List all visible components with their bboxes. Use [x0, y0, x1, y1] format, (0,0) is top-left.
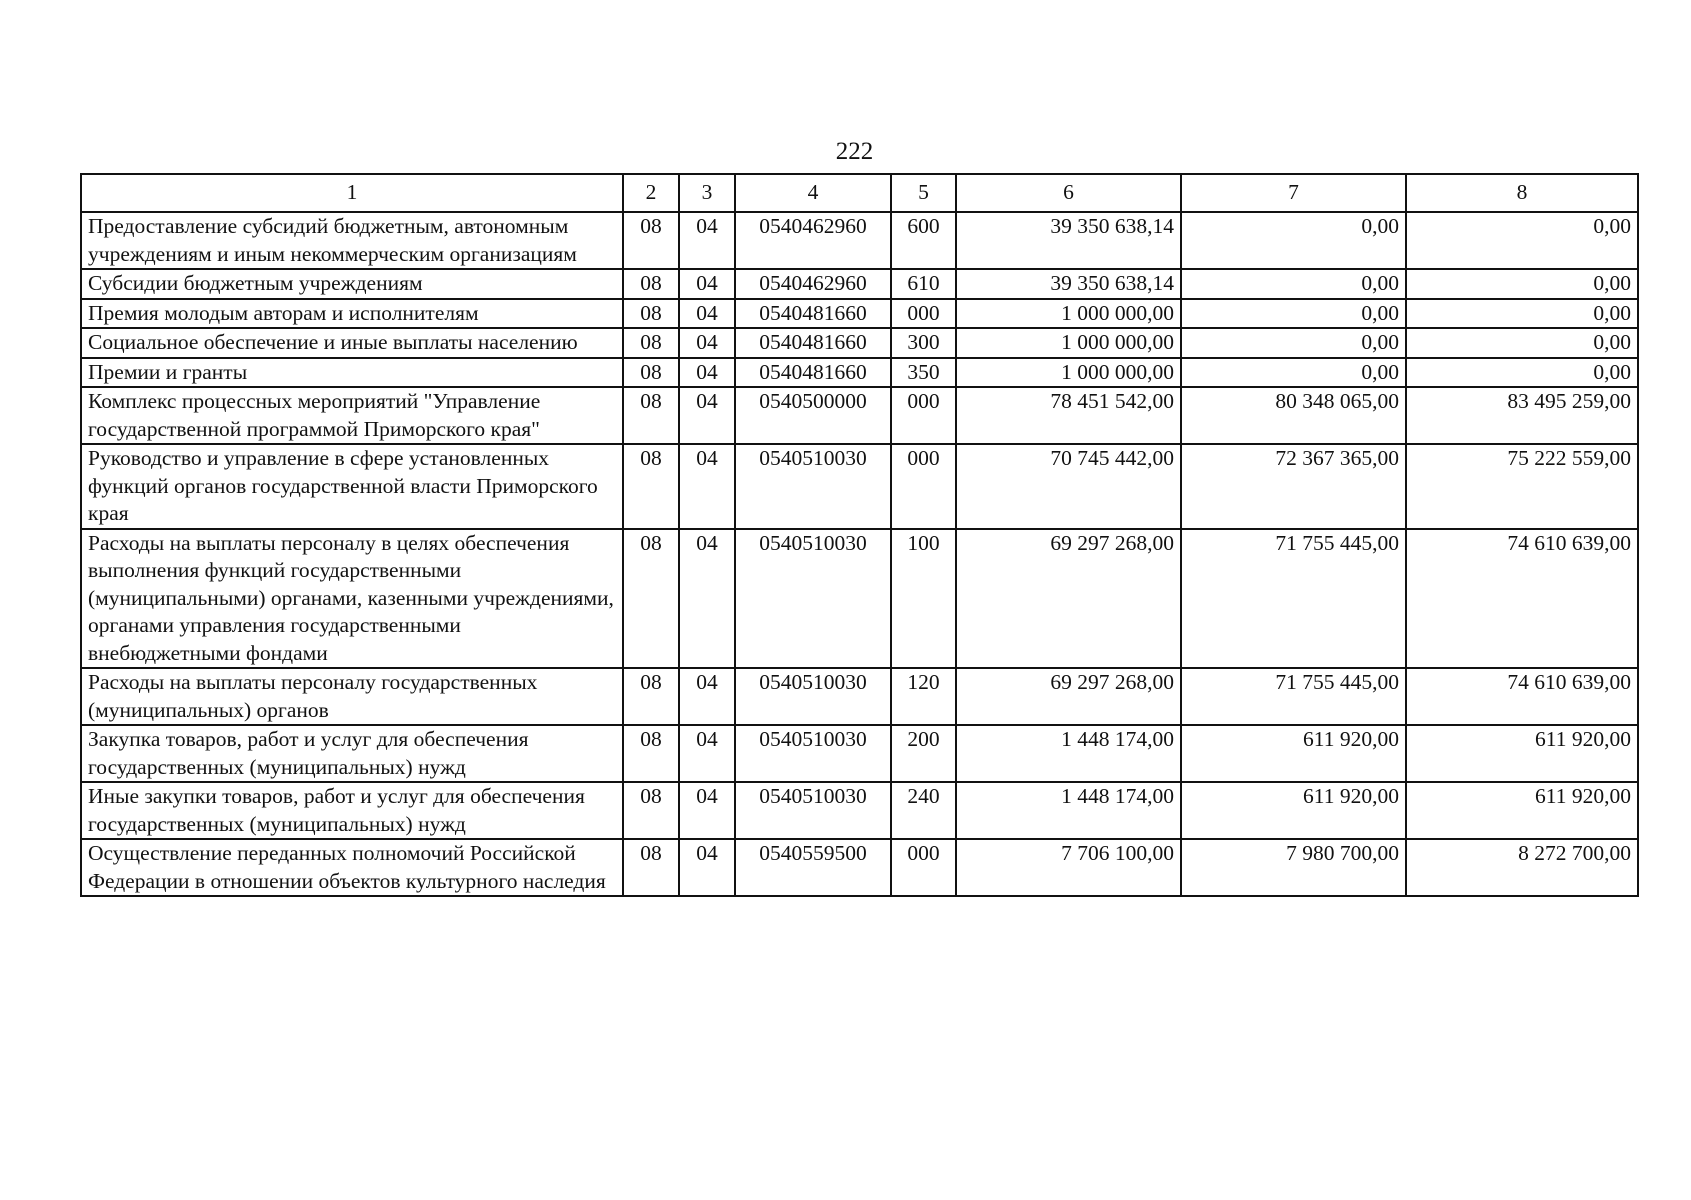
amount-cell-7: 72 367 365,00 [1181, 444, 1406, 529]
table-body [81, 212, 1638, 896]
expense-type-cell: 600 [891, 212, 956, 269]
amount-cell-8: 8 272 700,00 [1406, 839, 1638, 896]
amount-cell-7: 0,00 [1181, 212, 1406, 269]
target-article-cell: 0540481660 [735, 358, 891, 388]
subsection-code-cell: 04 [679, 212, 735, 269]
section-code-cell: 08 [623, 212, 679, 269]
amount-cell-8: 83 495 259,00 [1406, 387, 1638, 444]
row-name-cell: Иные закупки товаров, работ и услуг для обеспечения государственных (муниципальных) нужд [81, 782, 623, 839]
header-row [81, 174, 1638, 212]
table-row [81, 668, 1638, 725]
subsection-code-cell: 04 [679, 328, 735, 358]
amount-cell-8: 75 222 559,00 [1406, 444, 1638, 529]
column-header: 2 [623, 174, 679, 212]
expense-type-cell: 240 [891, 782, 956, 839]
subsection-code-cell: 04 [679, 725, 735, 782]
amount-cell-7: 0,00 [1181, 328, 1406, 358]
section-code-cell: 08 [623, 725, 679, 782]
section-code-cell: 08 [623, 358, 679, 388]
section-code-cell: 08 [623, 299, 679, 329]
row-name-cell: Премия молодым авторам и исполнителям [81, 299, 623, 329]
table-row [81, 387, 1638, 444]
page-number: 222 [835, 138, 874, 165]
table-row [81, 529, 1638, 669]
subsection-code-cell: 04 [679, 444, 735, 529]
amount-cell-6: 69 297 268,00 [956, 529, 1181, 669]
subsection-code-cell: 04 [679, 358, 735, 388]
row-name-cell: Руководство и управление в сфере установленных функций органов государственной власти Приморского края [81, 444, 623, 529]
table-row [81, 212, 1638, 269]
table-row [81, 725, 1638, 782]
row-name-cell: Расходы на выплаты персоналу государственных (муниципальных) органов [81, 668, 623, 725]
column-header: 3 [679, 174, 735, 212]
expense-type-cell: 100 [891, 529, 956, 669]
section-code-cell: 08 [623, 529, 679, 669]
amount-cell-6: 69 297 268,00 [956, 668, 1181, 725]
target-article-cell: 0540510030 [735, 782, 891, 839]
amount-cell-7: 7 980 700,00 [1181, 839, 1406, 896]
table-row [81, 839, 1638, 896]
target-article-cell: 0540462960 [735, 212, 891, 269]
amount-cell-6: 1 448 174,00 [956, 782, 1181, 839]
section-code-cell: 08 [623, 782, 679, 839]
target-article-cell: 0540481660 [735, 299, 891, 329]
amount-cell-7: 80 348 065,00 [1181, 387, 1406, 444]
target-article-cell: 0540510030 [735, 444, 891, 529]
subsection-code-cell: 04 [679, 782, 735, 839]
expense-type-cell: 200 [891, 725, 956, 782]
amount-cell-7: 0,00 [1181, 358, 1406, 388]
subsection-code-cell: 04 [679, 529, 735, 669]
amount-cell-6: 1 000 000,00 [956, 328, 1181, 358]
amount-cell-7: 71 755 445,00 [1181, 529, 1406, 669]
amount-cell-8: 0,00 [1406, 269, 1638, 299]
section-code-cell: 08 [623, 269, 679, 299]
table-row [81, 299, 1638, 329]
amount-cell-6: 1 448 174,00 [956, 725, 1181, 782]
row-name-cell: Комплекс процессных мероприятий "Управление государственной программой Приморского края" [81, 387, 623, 444]
amount-cell-8: 0,00 [1406, 212, 1638, 269]
section-code-cell: 08 [623, 387, 679, 444]
column-header: 4 [735, 174, 891, 212]
row-name-cell: Предоставление субсидий бюджетным, автономным учреждениям и иным некоммерческим организациям [81, 212, 623, 269]
expense-type-cell: 000 [891, 839, 956, 896]
section-code-cell: 08 [623, 839, 679, 896]
expense-type-cell: 000 [891, 299, 956, 329]
expense-type-cell: 000 [891, 444, 956, 529]
amount-cell-7: 0,00 [1181, 299, 1406, 329]
expense-type-cell: 350 [891, 358, 956, 388]
amount-cell-6: 7 706 100,00 [956, 839, 1181, 896]
target-article-cell: 0540559500 [735, 839, 891, 896]
target-article-cell: 0540510030 [735, 725, 891, 782]
row-name-cell: Социальное обеспечение и иные выплаты населению [81, 328, 623, 358]
row-name-cell: Расходы на выплаты персоналу в целях обеспечения выполнения функций государственными (муниципальными) органами, казенными учреждениями, органами управления государственными внебюджетными фондами [81, 529, 623, 669]
amount-cell-7: 0,00 [1181, 269, 1406, 299]
amount-cell-6: 39 350 638,14 [956, 212, 1181, 269]
row-name-cell: Премии и гранты [81, 358, 623, 388]
amount-cell-8: 611 920,00 [1406, 725, 1638, 782]
amount-cell-8: 0,00 [1406, 358, 1638, 388]
row-name-cell: Субсидии бюджетным учреждениям [81, 269, 623, 299]
amount-cell-8: 0,00 [1406, 328, 1638, 358]
column-header: 8 [1406, 174, 1638, 212]
section-code-cell: 08 [623, 668, 679, 725]
expense-type-cell: 300 [891, 328, 956, 358]
expense-type-cell: 610 [891, 269, 956, 299]
amount-cell-7: 611 920,00 [1181, 782, 1406, 839]
row-name-cell: Осуществление переданных полномочий Российской Федерации в отношении объектов культурного наследия [81, 839, 623, 896]
amount-cell-8: 0,00 [1406, 299, 1638, 329]
target-article-cell: 0540510030 [735, 668, 891, 725]
amount-cell-8: 611 920,00 [1406, 782, 1638, 839]
column-header: 1 [81, 174, 623, 212]
target-article-cell: 0540462960 [735, 269, 891, 299]
amount-cell-7: 611 920,00 [1181, 725, 1406, 782]
column-header: 6 [956, 174, 1181, 212]
table-row [81, 782, 1638, 839]
amount-cell-8: 74 610 639,00 [1406, 668, 1638, 725]
amount-cell-6: 1 000 000,00 [956, 299, 1181, 329]
row-name-cell: Закупка товаров, работ и услуг для обеспечения государственных (муниципальных) нужд [81, 725, 623, 782]
amount-cell-7: 71 755 445,00 [1181, 668, 1406, 725]
subsection-code-cell: 04 [679, 839, 735, 896]
subsection-code-cell: 04 [679, 269, 735, 299]
section-code-cell: 08 [623, 328, 679, 358]
table-row [81, 328, 1638, 358]
table-row [81, 358, 1638, 388]
section-code-cell: 08 [623, 444, 679, 529]
column-header: 5 [891, 174, 956, 212]
target-article-cell: 0540500000 [735, 387, 891, 444]
expense-type-cell: 000 [891, 387, 956, 444]
column-header: 7 [1181, 174, 1406, 212]
amount-cell-8: 74 610 639,00 [1406, 529, 1638, 669]
amount-cell-6: 78 451 542,00 [956, 387, 1181, 444]
target-article-cell: 0540510030 [735, 529, 891, 669]
target-article-cell: 0540481660 [735, 328, 891, 358]
amount-cell-6: 70 745 442,00 [956, 444, 1181, 529]
table-row [81, 269, 1638, 299]
subsection-code-cell: 04 [679, 668, 735, 725]
subsection-code-cell: 04 [679, 299, 735, 329]
amount-cell-6: 1 000 000,00 [956, 358, 1181, 388]
amount-cell-6: 39 350 638,14 [956, 269, 1181, 299]
expense-type-cell: 120 [891, 668, 956, 725]
subsection-code-cell: 04 [679, 387, 735, 444]
table-row [81, 444, 1638, 529]
budget-table [80, 173, 1639, 897]
